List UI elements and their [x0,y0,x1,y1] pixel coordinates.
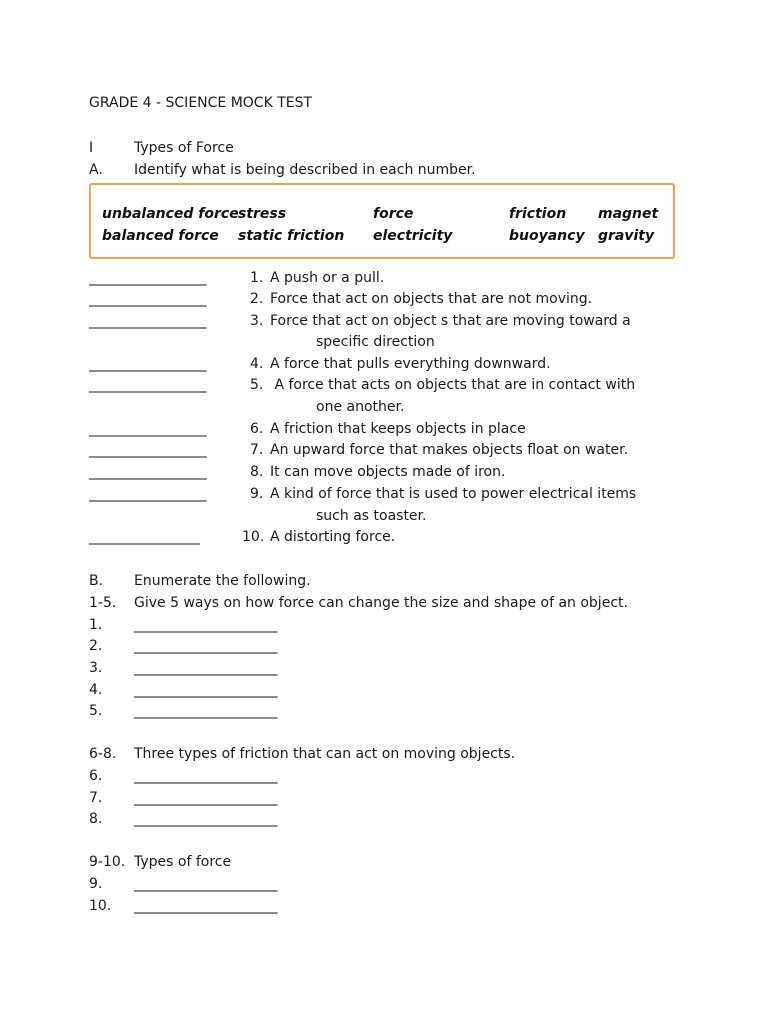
enum-number: 4. [89,682,103,698]
enum-number: 6. [89,768,103,784]
item-number: 10. [242,529,265,545]
group-prompt: Three types of friction that can act on moving objects. [134,746,516,762]
section-heading: Types of Force [134,140,234,156]
answer-blank[interactable]: __________________ [89,442,206,458]
item-number: 1. [250,270,264,286]
answer-blank[interactable]: ______________________ [134,682,277,698]
answer-blank[interactable]: __________________ [89,291,206,307]
enum-number: 7. [89,790,103,806]
item-text: Force that act on object s that are moving toward a [270,313,631,329]
item-number: 6. [250,421,264,437]
item-number: 3. [250,313,264,329]
part-b-letter: B. [89,573,104,589]
item-text: A friction that keeps objects in place [270,421,526,437]
enum-number: 10. [89,898,112,914]
answer-blank[interactable]: ______________________ [134,660,277,676]
answer-blank[interactable]: ______________________ [134,811,277,827]
item-number: 2. [250,291,264,307]
item-number: 5. [250,377,264,393]
answer-blank[interactable]: __________________ [89,464,206,480]
answer-blank[interactable]: ______________________ [134,768,277,784]
page-title: GRADE 4 - SCIENCE MOCK TEST [89,95,313,111]
answer-blank[interactable]: __________________ [89,270,206,286]
item-text: It can move objects made of iron. [270,464,506,480]
word-bank-term: force [373,206,414,222]
answer-blank[interactable]: ______________________ [134,876,277,892]
enum-number: 3. [89,660,103,676]
item-text: A force that acts on objects that are in contact with [270,377,636,393]
enum-number: 9. [89,876,103,892]
group-prompt: Types of force [134,854,232,870]
word-bank-term: friction [509,206,567,222]
answer-blank[interactable]: ______________________ [134,617,277,633]
item-text: A push or a pull. [270,270,385,286]
answer-blank[interactable]: ______________________ [134,790,277,806]
answer-blank[interactable]: __________________ [89,313,206,329]
answer-blank[interactable]: __________________ [89,421,206,437]
item-number: 8. [250,464,264,480]
part-a-letter: A. [89,162,103,178]
word-bank-term: balanced force [102,228,219,244]
item-text-continued: such as toaster. [316,508,427,524]
item-text: Force that act on objects that are not moving. [270,291,593,307]
answer-blank[interactable]: __________________ [89,377,206,393]
group-range: 6-8. [89,746,117,762]
group-prompt: Give 5 ways on how force can change the size and shape of an object. [134,595,628,611]
answer-blank[interactable]: ______________________ [134,898,277,914]
item-number: 7. [250,442,264,458]
part-a-instruction: Identify what is being described in each number. [134,162,476,178]
word-bank-term: unbalanced force [102,206,239,222]
enum-number: 2. [89,638,103,654]
answer-blank[interactable]: __________________ [89,486,206,502]
group-range: 1-5. [89,595,117,611]
item-text-continued: specific direction [316,334,435,350]
answer-blank[interactable]: __________________ [89,356,206,372]
enum-number: 8. [89,811,103,827]
item-text: A force that pulls everything downward. [270,356,551,372]
enum-number: 1. [89,617,103,633]
word-bank-term: magnet [598,206,659,222]
section-roman-numeral: I [89,140,94,156]
item-text: An upward force that makes objects float on water. [270,442,629,458]
item-number: 4. [250,356,264,372]
item-number: 9. [250,486,264,502]
item-text: A kind of force that is used to power electrical items [270,486,637,502]
item-text: A distorting force. [270,529,396,545]
word-bank-term: stress [238,206,287,222]
part-b-instruction: Enumerate the following. [134,573,311,589]
group-range: 9-10. [89,854,126,870]
word-bank-term: gravity [598,228,655,244]
item-text-continued: one another. [316,399,405,415]
word-bank-box [89,183,675,259]
answer-blank[interactable]: ______________________ [134,703,277,719]
answer-blank[interactable]: _________________ [89,529,200,545]
word-bank-term: electricity [373,228,453,244]
answer-blank[interactable]: ______________________ [134,638,277,654]
word-bank-term: static friction [238,228,345,244]
word-bank-term: buoyancy [509,228,585,244]
enum-number: 5. [89,703,103,719]
